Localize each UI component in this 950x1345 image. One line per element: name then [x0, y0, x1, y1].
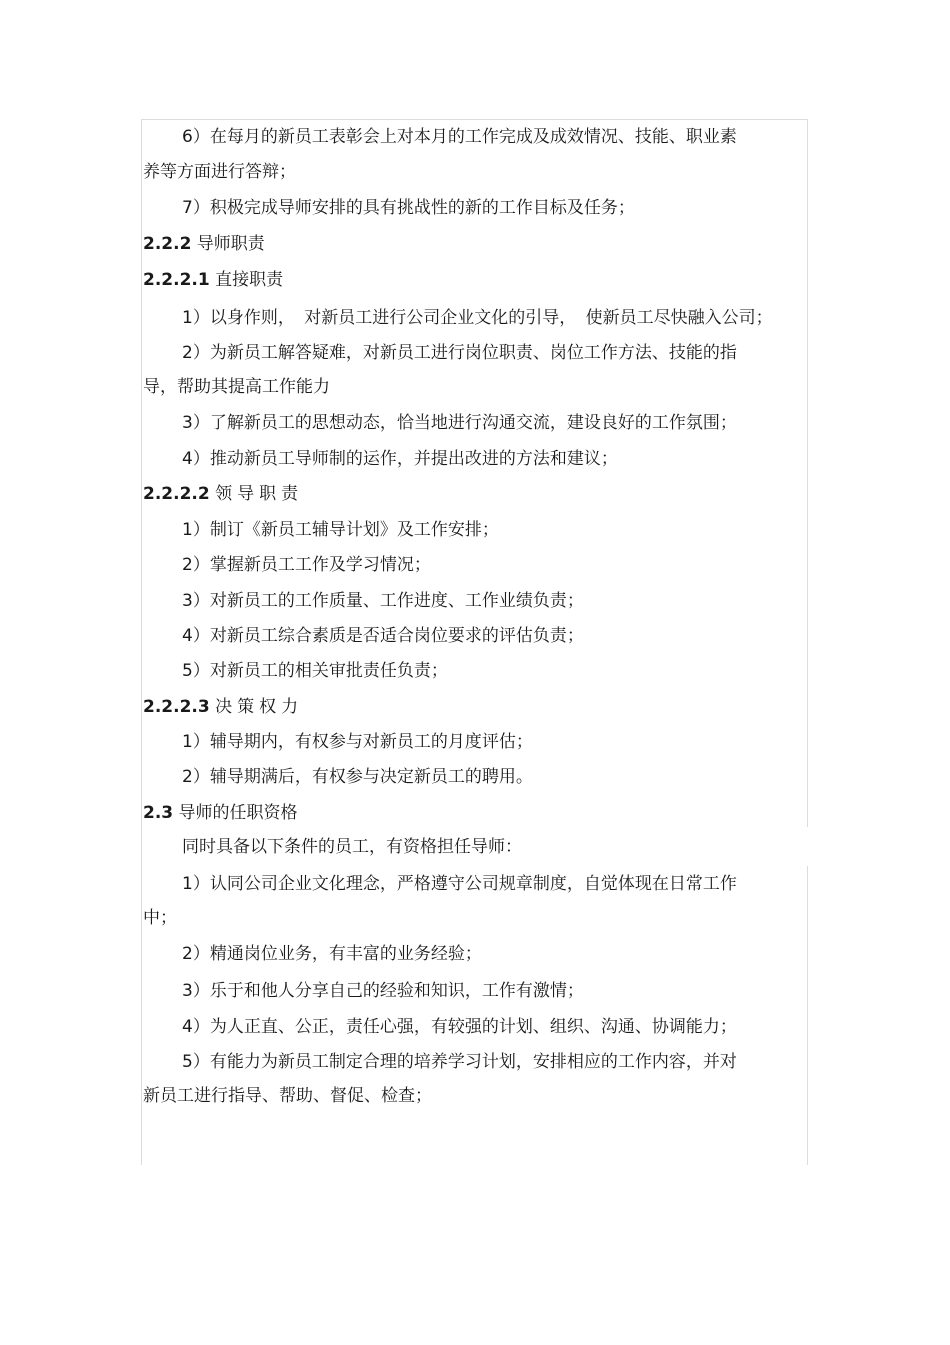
- section-title: 决策权力: [215, 697, 304, 717]
- section-title: 领导职责: [215, 484, 304, 504]
- section-number: 2.2.2.2: [143, 484, 210, 504]
- list-item-continuation: 新员工进行指导、帮助、督促、检查；: [143, 1086, 432, 1106]
- list-item: 2）为新员工解答疑难，对新员工进行岗位职责、岗位工作方法、技能的指: [182, 343, 737, 363]
- table-border-left: [141, 119, 142, 1165]
- list-item: 2）精通岗位业务，有丰富的业务经验；: [182, 944, 482, 964]
- section-title: 导师的任职资格: [178, 803, 298, 823]
- list-item: 4）推动新员工导师制的运作，并提出改进的方法和建议；: [182, 449, 618, 469]
- list-item: 3）了解新员工的思想动态，恰当地进行沟通交流，建设良好的工作氛围；: [182, 413, 737, 433]
- section-heading: [143, 269, 283, 291]
- section-number: 2.2.2: [143, 234, 192, 254]
- table-border-right: [807, 119, 808, 827]
- list-item: 4）对新员工综合素质是否适合岗位要求的评估负责；: [182, 626, 584, 646]
- list-item: 3）对新员工的工作质量、工作进度、工作业绩负责；: [182, 591, 584, 611]
- list-item: 6）在每月的新员工表彰会上对本月的工作完成及成效情况、技能、职业素: [182, 127, 737, 147]
- list-item-continuation: 导，帮助其提高工作能力: [143, 377, 330, 397]
- section-number: 2.2.2.1: [143, 270, 210, 290]
- section-heading: [143, 483, 303, 505]
- list-item-continuation: 养等方面进行答辩；: [143, 162, 296, 182]
- section-number: 2.2.2.3: [143, 697, 210, 717]
- section-title: 直接职责: [215, 270, 284, 290]
- list-item: 1）认同公司企业文化理念，严格遵守公司规章制度，自觉体现在日常工作: [182, 874, 737, 894]
- list-item: 5）有能力为新员工制定合理的培养学习计划，安排相应的工作内容，并对: [182, 1052, 737, 1072]
- table-border-right-lower: [807, 866, 808, 1165]
- paragraph: 同时具备以下条件的员工，有资格担任导师：: [182, 837, 522, 857]
- section-number: 2.3: [143, 803, 174, 823]
- list-item: 5）对新员工的相关审批责任负责；: [182, 661, 448, 681]
- list-item: 1）以身作则， 对新员工进行公司企业文化的引导， 使新员工尽快融入公司；: [182, 308, 773, 328]
- list-item: 2）辅导期满后，有权参与决定新员工的聘用。: [182, 767, 533, 787]
- list-item: 2）掌握新员工工作及学习情况；: [182, 555, 431, 575]
- table-border-top: [141, 119, 808, 120]
- list-item-continuation: 中；: [143, 908, 177, 928]
- section-heading: [143, 696, 303, 718]
- list-item: 7）积极完成导师安排的具有挑战性的新的工作目标及任务；: [182, 198, 635, 218]
- section-heading: [143, 233, 265, 255]
- list-item: 1）辅导期内，有权参与对新员工的月度评估；: [182, 732, 533, 752]
- section-heading: [143, 802, 298, 824]
- list-item: 3）乐于和他人分享自己的经验和知识，工作有激情；: [182, 981, 584, 1001]
- list-item: 4）为人正直、公正，责任心强，有较强的计划、组织、沟通、协调能力；: [182, 1017, 737, 1037]
- section-title: 导师职责: [196, 234, 265, 254]
- list-item: 1）制订《新员工辅导计划》及工作安排；: [182, 520, 499, 540]
